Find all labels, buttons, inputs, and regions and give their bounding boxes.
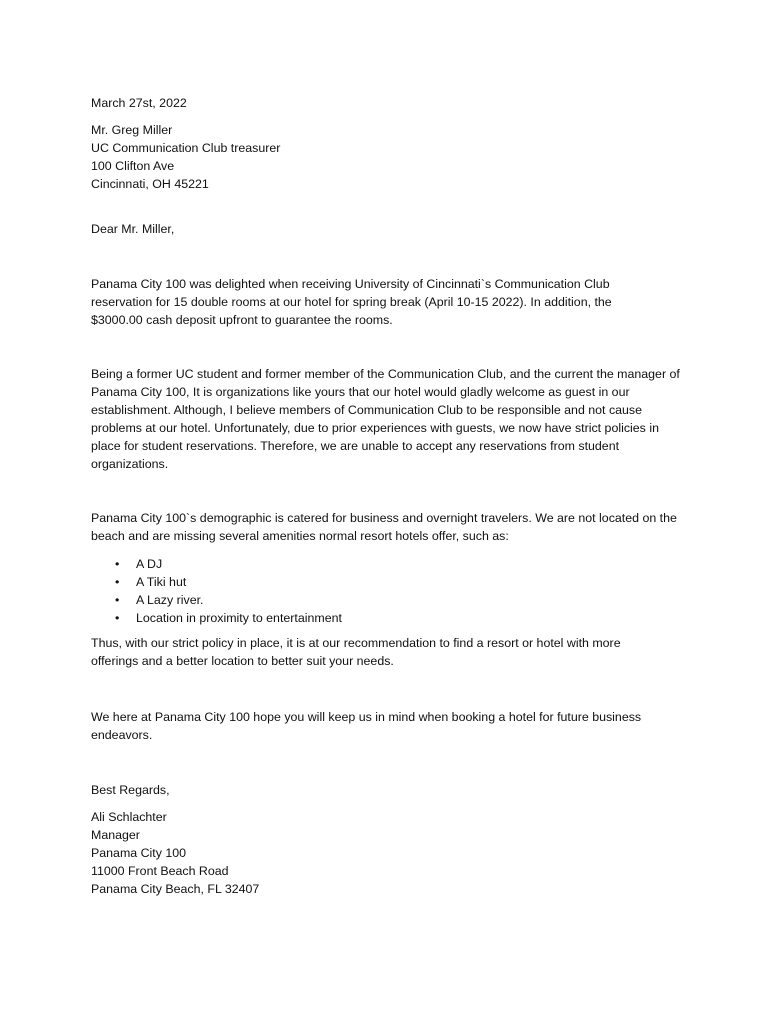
recipient-title: UC Communication Club treasurer [91,141,281,155]
list-item [91,609,651,627]
recipient-street: 100 Clifton Ave [91,159,175,173]
signature-block [91,808,691,898]
signer-city: Panama City Beach, FL 32407 [91,882,260,896]
amenity-text: Location in proximity to entertainment [136,611,342,625]
amenity-text: A Tiki hut [136,575,187,589]
recipient-city: Cincinnati, OH 45221 [91,177,209,191]
amenity-text: A DJ [136,557,163,571]
signer-company: Panama City 100 [91,846,187,860]
list-item [91,591,651,609]
list-item [91,555,651,573]
salutation-text: Dear Mr. Miller, [91,222,175,236]
amenity-text: A Lazy river. [136,593,204,607]
bullet-icon: • [115,575,120,589]
paragraph-closing-remark: We here at Panama City 100 hope you will keep us in mind when booking a hotel for future business endeavors. [91,710,642,742]
amenities-list [91,555,651,627]
closing-text: Best Regards, [91,783,170,797]
bullet-icon: • [115,611,120,625]
signer-street: 11000 Front Beach Road [91,864,229,878]
paragraph-demographic: Panama City 100`s demographic is catered for business and overnight travelers. We are not located on the beach and are missing several amenities normal resort hotels offer, such as: [91,511,677,543]
signer-title: Manager [91,828,140,842]
recipient-name: Mr. Greg Miller [91,123,173,137]
letter-date [91,94,691,112]
salutation [91,220,691,238]
signer-name: Ali Schlachter [91,810,167,824]
date-text: March 27st, 2022 [91,96,187,110]
bullet-icon: • [115,593,120,607]
list-item [91,573,651,591]
paragraph-recommendation: Thus, with our strict policy in place, it is at our recommendation to find a resort or hotel with more offerings and a better location to better suit your needs. [91,636,621,668]
paragraph-reservation: Panama City 100 was delighted when receiving University of Cincinnati`s Communication Club reservation for 15 double rooms at our hotel for spring break (April 10-15 2022). In addition, the $3000.00 cash deposit upfront to guarantee the rooms. [91,277,612,327]
paragraph-policy: Being a former UC student and former member of the Communication Club, and the current the manager of Panama City 100, It is organizations like yours that our hotel would gladly welcome as guest in our establishment. Although, I believe members of Communication Club to be responsible and not cause problems at our hotel. Unfortunately, due to prior experiences with guests, we now have strict policies in place for student reservations. Therefore, we are unable to accept any reservations from student organizations. [91,367,680,471]
bullet-icon: • [115,557,120,571]
recipient-address [91,121,691,193]
closing [91,781,691,799]
